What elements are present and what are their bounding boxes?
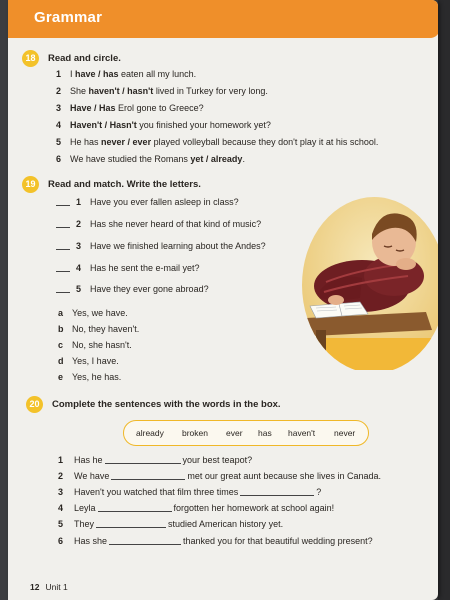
ex20-item: 4 Leyla forgotten her homework at school again! — [58, 503, 335, 513]
ex19-question: 3 Have we finished learning about the Andes? — [56, 241, 266, 251]
word-box-item: broken — [182, 428, 208, 438]
exercise-19-instruction: Read and match. Write the letters. — [48, 179, 201, 190]
ex19-answer: c No, she hasn't. — [58, 340, 132, 350]
ex19-answer: d Yes, I have. — [58, 356, 119, 366]
exercise-19-badge: 19 — [22, 176, 39, 193]
answer-blank[interactable] — [56, 271, 70, 272]
word-box-item: has — [258, 428, 272, 438]
answer-blank[interactable] — [56, 205, 70, 206]
ex20-item: 1 Has he your best teapot? — [58, 455, 253, 465]
choice-option[interactable]: yet / already — [190, 154, 243, 164]
choice-option[interactable]: Haven't / Hasn't — [70, 120, 137, 130]
answer-gap[interactable] — [111, 479, 185, 480]
ex20-item: 3 Haven't you watched that film three times ? — [58, 487, 322, 497]
answer-gap[interactable] — [98, 511, 172, 512]
ex19-answer: e Yes, he has. — [58, 372, 122, 382]
sleeping-boy-illustration — [296, 190, 438, 370]
word-box-item: ever — [226, 428, 243, 438]
answer-blank[interactable] — [56, 292, 70, 293]
word-box — [123, 420, 369, 446]
ex19-question: 1 Have you ever fallen asleep in class? — [56, 197, 239, 207]
ex19-question: 5 Have they ever gone abroad? — [56, 284, 209, 294]
ex18-item: 3 Have / Has Erol gone to Greece? — [56, 103, 204, 113]
page-footer — [30, 582, 68, 592]
ex20-item: 2 We have met our great aunt because she lives in Canada. — [58, 471, 381, 481]
page-number: 12 — [30, 582, 40, 592]
ex19-answer: a Yes, we have. — [58, 308, 128, 318]
answer-gap[interactable] — [96, 527, 166, 528]
ex19-question: 2 Has she never heard of that kind of music? — [56, 219, 261, 229]
ex19-question: 4 Has he sent the e-mail yet? — [56, 263, 200, 273]
answer-blank[interactable] — [56, 227, 70, 228]
book-spine-edge — [438, 0, 450, 600]
choice-option[interactable]: never / ever — [101, 137, 152, 147]
ex18-item: 5 He has never / ever played volleyball because they don't play it at his school. — [56, 137, 379, 147]
exercise-20-instruction: Complete the sentences with the words in the box. — [52, 399, 281, 410]
choice-option[interactable]: haven't / hasn't — [88, 86, 154, 96]
ex20-item: 5 They studied American history yet. — [58, 519, 284, 529]
ex20-item: 6 Has she thanked you for that beautiful wedding present? — [58, 536, 373, 546]
section-header — [8, 0, 438, 38]
section-title: Grammar — [34, 9, 103, 26]
answer-gap[interactable] — [240, 495, 314, 496]
word-box-item: haven't — [288, 428, 316, 438]
unit-label: Unit 1 — [45, 582, 68, 592]
ex18-item: 1 I have / has eaten all my lunch. — [56, 69, 197, 79]
answer-gap[interactable] — [109, 544, 181, 545]
textbook-page — [8, 0, 438, 600]
answer-gap[interactable] — [105, 463, 181, 464]
word-box-item: never — [334, 428, 356, 438]
exercise-18-instruction: Read and circle. — [48, 53, 121, 64]
ex18-item: 6 We have studied the Romans yet / already. — [56, 154, 245, 164]
choice-option[interactable]: Have / Has — [70, 103, 116, 113]
choice-option[interactable]: have / has — [75, 69, 119, 79]
ex18-item: 2 She haven't / hasn't lived in Turkey for very long. — [56, 86, 268, 96]
exercise-20-badge: 20 — [26, 396, 43, 413]
word-box-item: already — [136, 428, 164, 438]
ex18-item: 4 Haven't / Hasn't you finished your homework yet? — [56, 120, 271, 130]
exercise-18-badge: 18 — [22, 50, 39, 67]
ex19-answer: b No, they haven't. — [58, 324, 140, 334]
answer-blank[interactable] — [56, 249, 70, 250]
